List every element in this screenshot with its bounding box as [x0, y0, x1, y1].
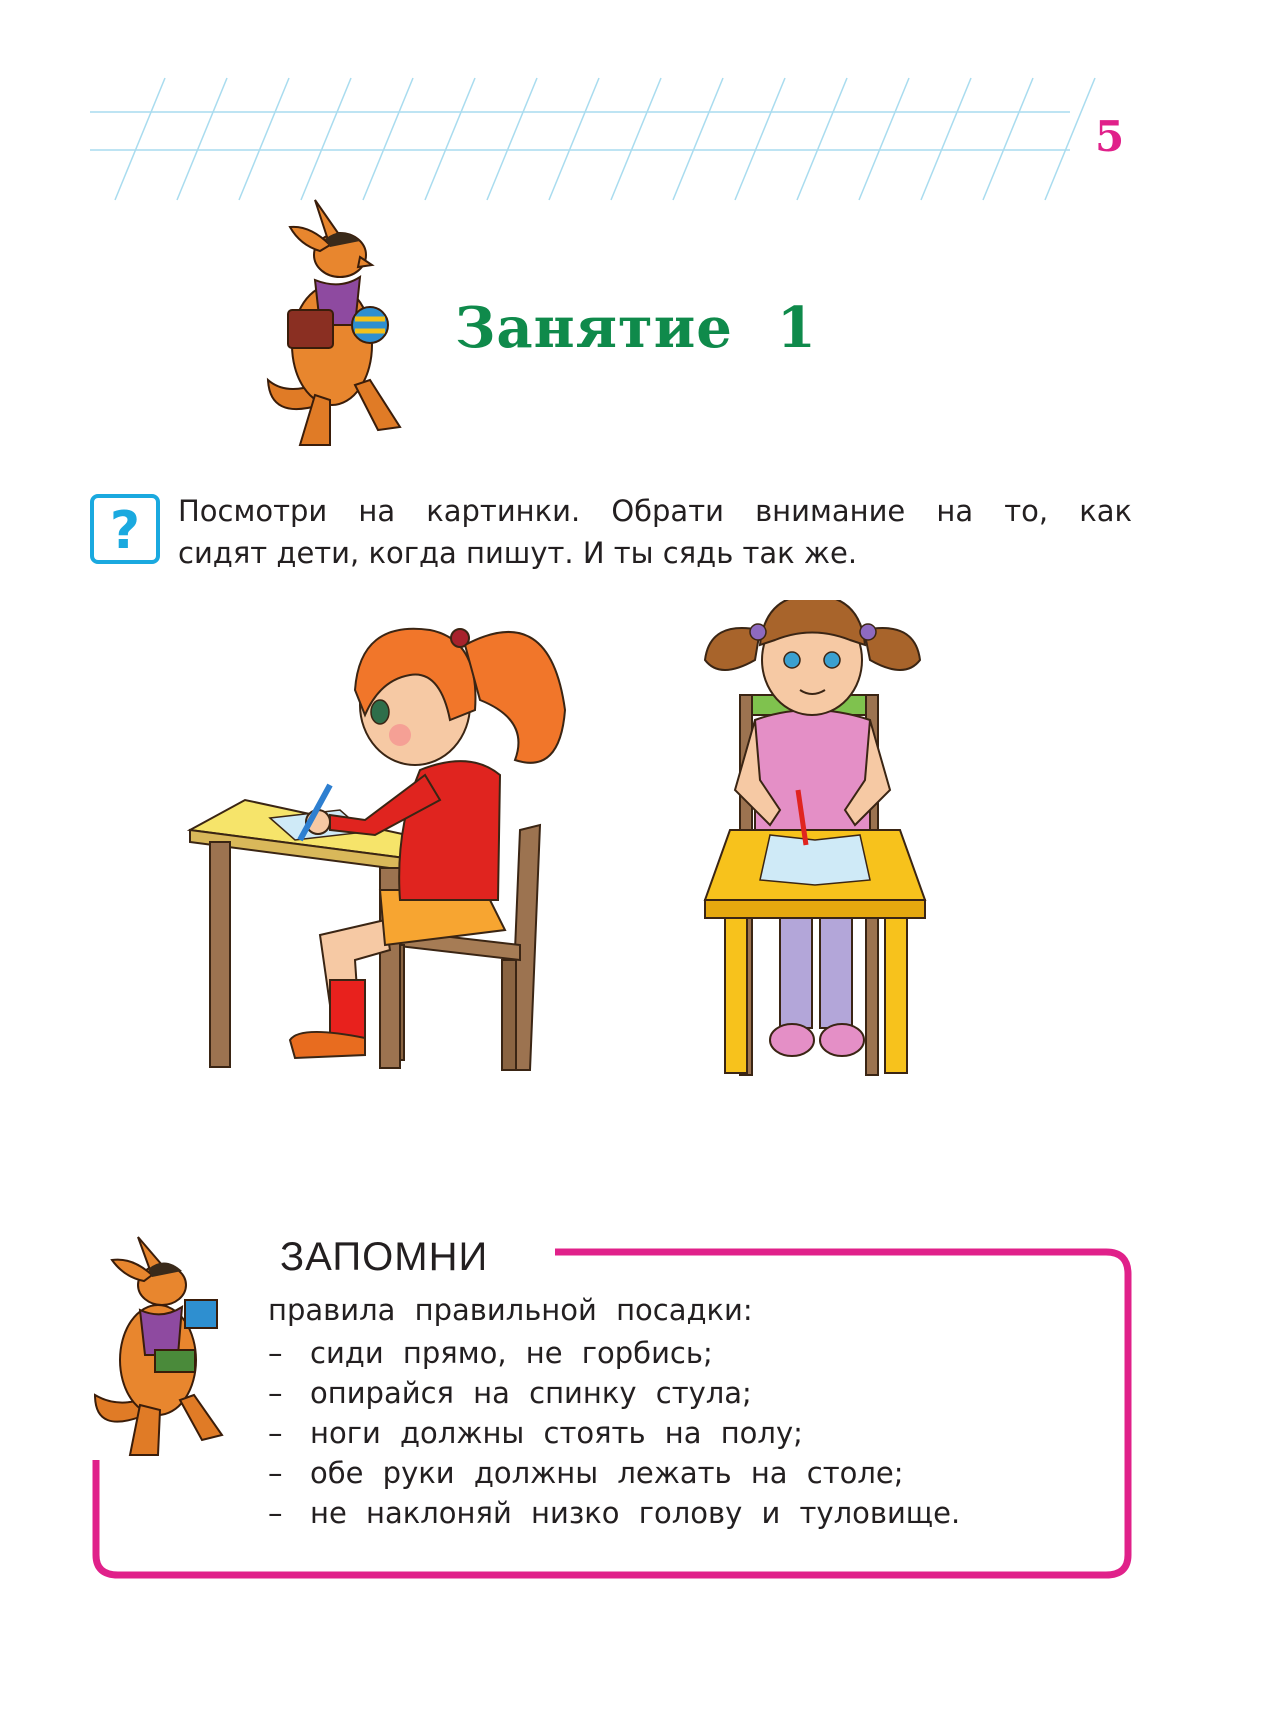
girl-front-view-illustration [705, 600, 925, 1075]
task-text [178, 490, 1132, 574]
question-mark-icon: ? [90, 494, 160, 564]
list-item: – ноги должны стоять на полу; [268, 1413, 960, 1453]
ruled-header [0, 0, 1270, 210]
kangaroo-mascot-illustration [260, 195, 410, 450]
girl-side-view-illustration [190, 629, 565, 1070]
kangaroo-reading-mascot-illustration [90, 1235, 240, 1460]
children-writing-illustration [180, 600, 1040, 1180]
task-line-2: сидят дети, когда пишут. И ты сядь так же. [178, 536, 858, 570]
task-line-1: Посмотри на картинки. Обрати внимание на то, как [178, 494, 1132, 528]
lesson-title [455, 295, 817, 361]
list-item: – опирайся на спинку стула; [268, 1373, 960, 1413]
page-number: 5 [1095, 112, 1125, 161]
list-item: – обе руки должны лежать на столе; [268, 1453, 960, 1493]
lesson-word: Занятие [455, 295, 733, 361]
rules-list [268, 1333, 960, 1533]
rules-intro: правила правильной посадки: [268, 1293, 753, 1327]
lesson-number: 1 [776, 295, 817, 361]
remember-title: ЗАПОМНИ [280, 1235, 489, 1279]
list-item: – не наклоняй низко голову и туловище. [268, 1493, 960, 1533]
list-item: – сиди прямо, не горбись; [268, 1333, 960, 1373]
